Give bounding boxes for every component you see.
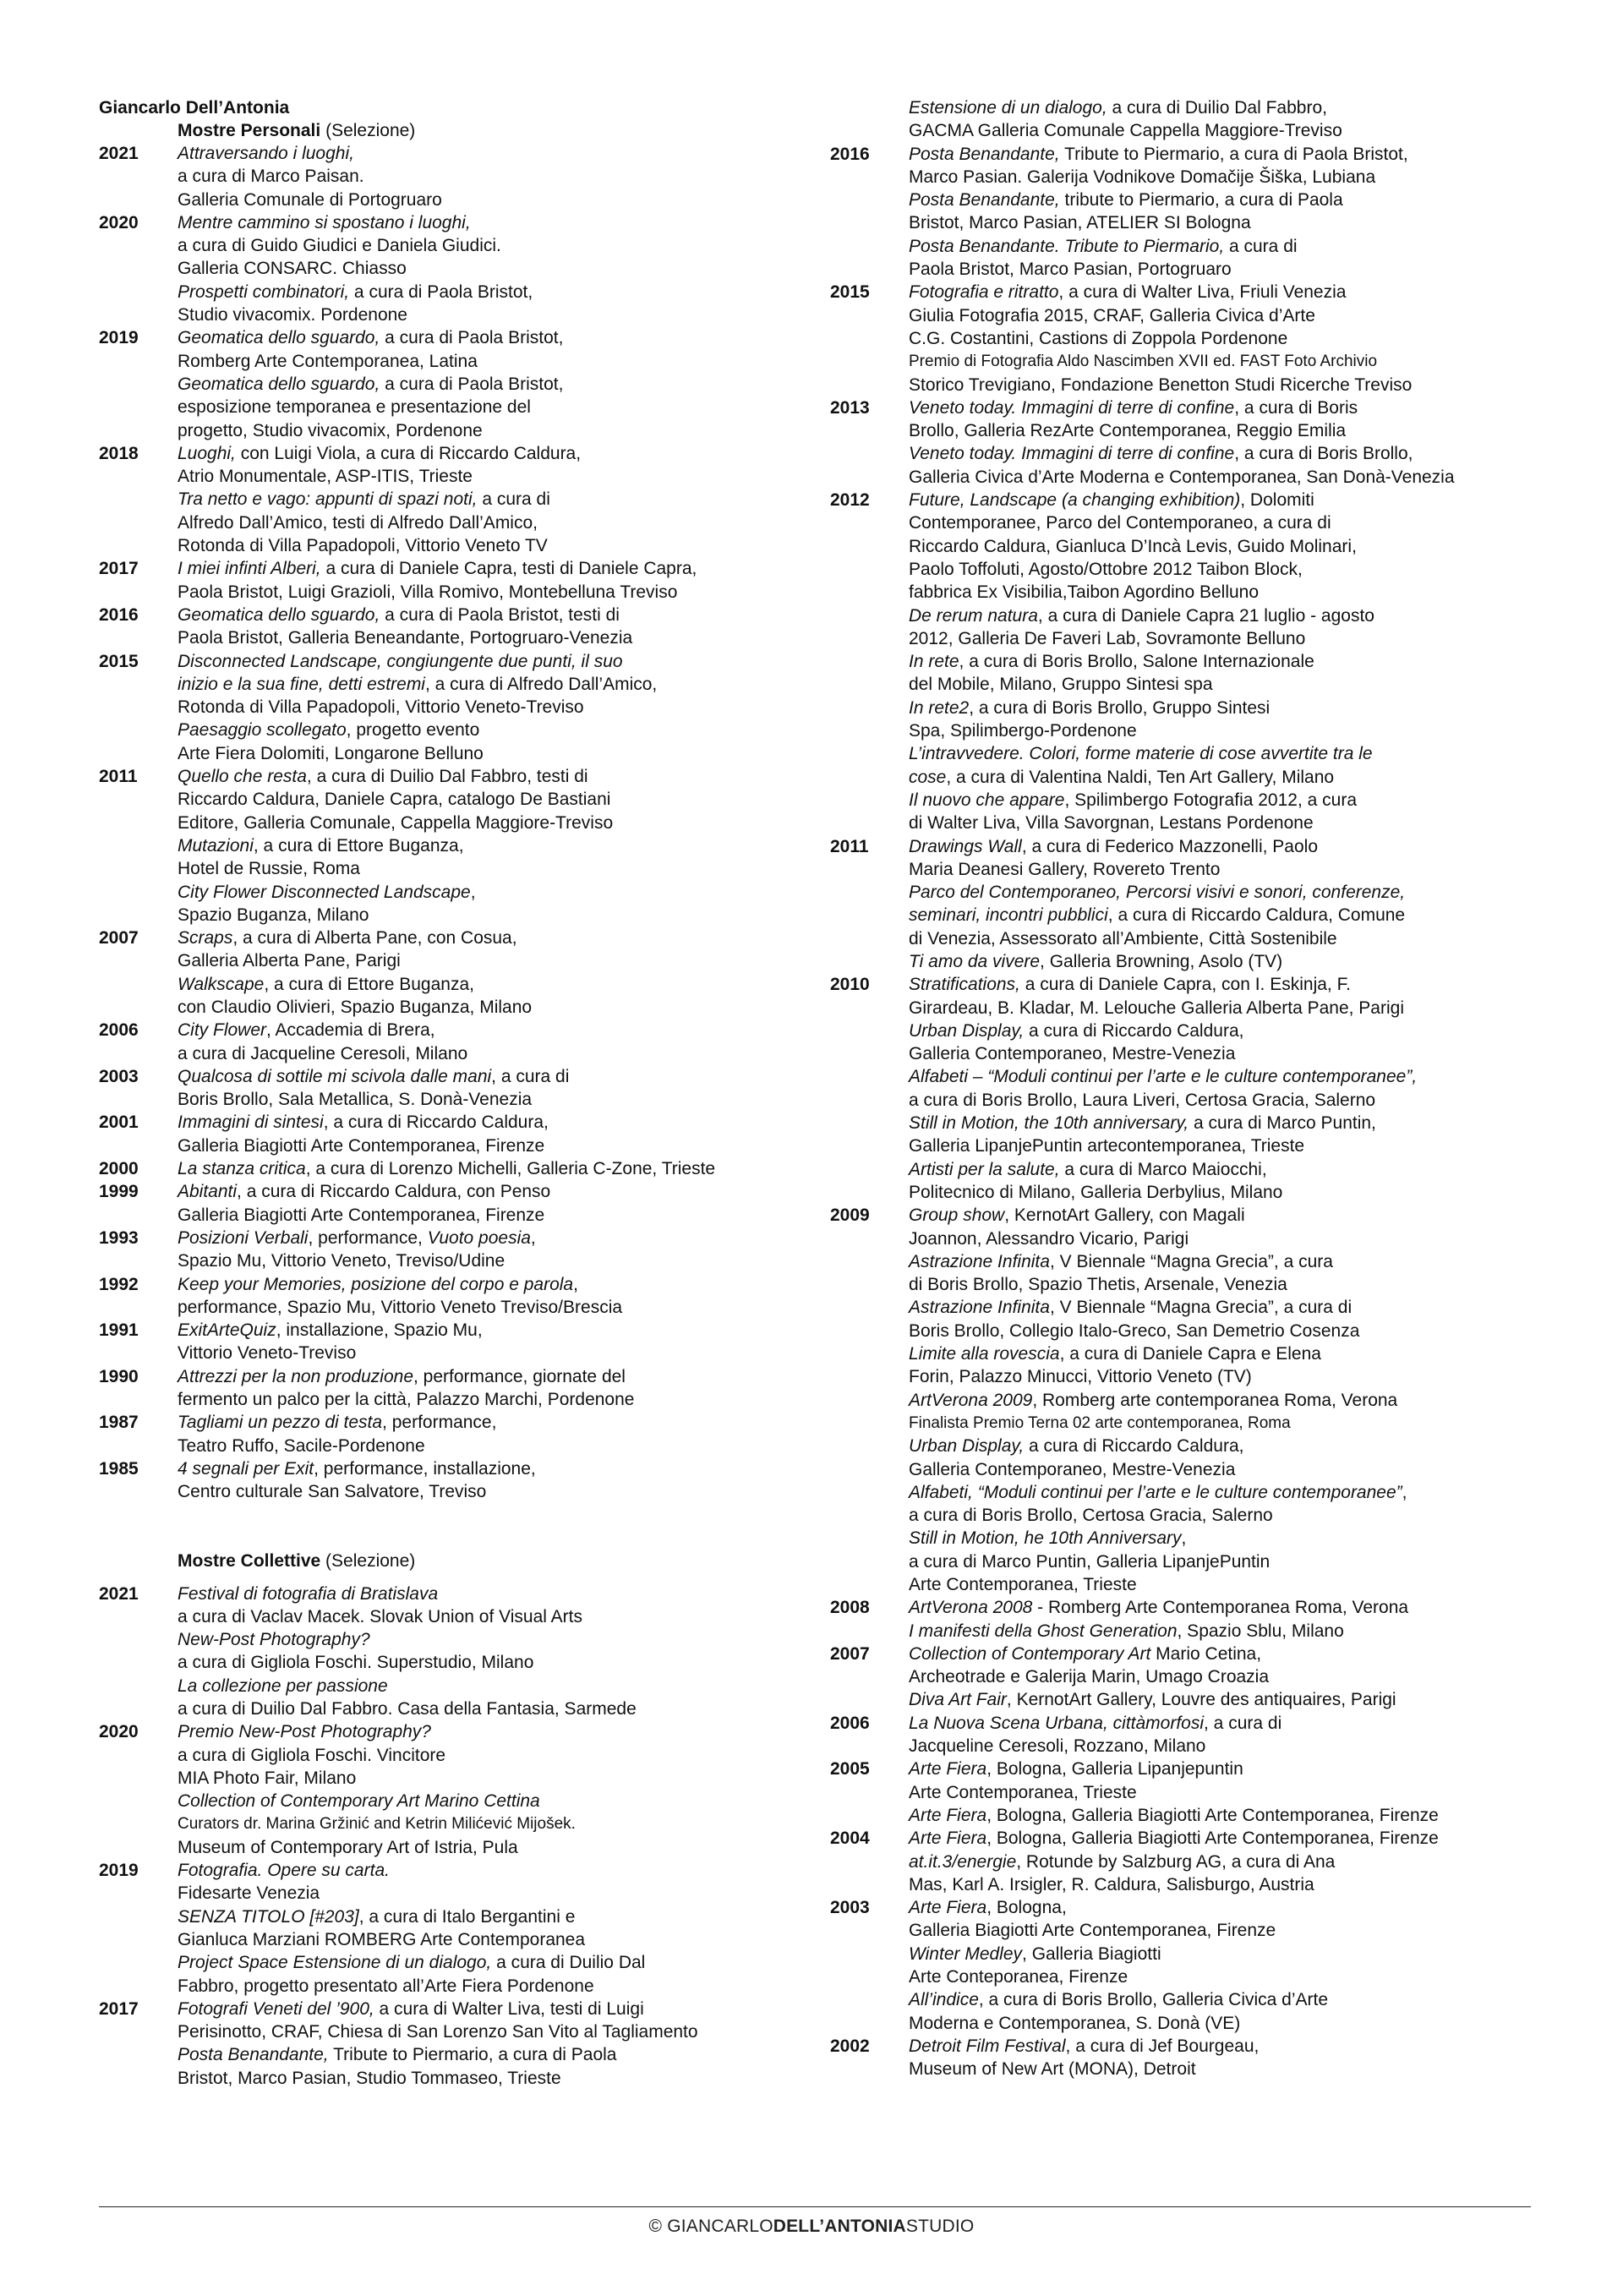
- exhibition-line: Fabbro, progetto presentato all’Arte Fiera Pordenone: [178, 1976, 594, 1996]
- exhibition-line: Vittorio Veneto-Treviso: [178, 1343, 357, 1364]
- exhibition-line: City Flower Disconnected Landscape,: [178, 882, 476, 902]
- artist-name: Giancarlo Dell’Antonia: [99, 98, 290, 118]
- exhibition-entry: [830, 1643, 1557, 1712]
- exhibition-line: Arte Contemporanea, Trieste: [909, 1575, 1137, 1594]
- exhibition-line: del Mobile, Milano, Gruppo Sintesi spa: [909, 675, 1213, 695]
- exhibition-line: Premio New-Post Photography?: [178, 1722, 431, 1742]
- exhibition-entry: [99, 1998, 826, 2090]
- exhibition-line: Riccardo Caldura, Gianluca D’Incà Levis, Guido Molinari,: [909, 536, 1357, 556]
- exhibition-entry: [830, 1827, 1557, 1896]
- exhibition-line: Veneto today. Immagini di terre di confine, a cura di Boris Brollo,: [909, 444, 1413, 464]
- exhibition-entry: [99, 1583, 826, 1721]
- exhibition-line: Tra netto e vago: appunti di spazi noti, a cura di: [178, 489, 550, 510]
- exhibition-year: 2008: [830, 1598, 870, 1618]
- exhibition-year: 2012: [830, 490, 870, 511]
- exhibition-line: a cura di Guido Giudici e Daniela Giudici.: [178, 236, 501, 256]
- exhibition-line: fermento un palco per la città, Palazzo Marchi, Pordenone: [178, 1390, 635, 1410]
- exhibition-year: 2019: [99, 328, 139, 348]
- exhibition-line: Prospetti combinatori, a cura di Paola Bristot,: [178, 282, 533, 302]
- exhibition-year: 2017: [99, 1998, 139, 2019]
- exhibition-year: [830, 96, 909, 143]
- exhibition-line: Winter Medley, Galleria Biagiotti: [909, 1943, 1161, 1964]
- exhibition-line: Attraversando i luoghi,: [178, 144, 354, 163]
- exhibition-line: Giulia Fotografia 2015, CRAF, Galleria Civica d’Arte: [909, 305, 1315, 325]
- exhibition-line: Luoghi, con Luigi Viola, a cura di Riccardo Caldura,: [178, 443, 582, 463]
- exhibition-line: Tagliami un pezzo di testa, performance,: [178, 1413, 497, 1433]
- exhibition-line: 4 segnali per Exit, performance, installazione,: [178, 1458, 536, 1479]
- exhibition-line: Marco Pasian. Galerija Vodnikove Domačije Šiška, Lubiana: [909, 167, 1376, 187]
- exhibition-line: Rotonda di Villa Papadopoli, Vittorio Veneto-Treviso: [178, 697, 584, 718]
- exhibition-line: Detroit Film Festival, a cura di Jef Bourgeau,: [909, 2036, 1260, 2056]
- right-column: [830, 96, 1557, 2081]
- exhibition-line: Arte Fiera Dolomiti, Longarone Belluno: [178, 743, 484, 763]
- exhibition-year: 2007: [99, 928, 139, 948]
- exhibition-year: 2002: [830, 2036, 870, 2056]
- exhibition-line: Paesaggio scollegato, progetto evento: [178, 720, 480, 741]
- exhibition-year: 2016: [830, 144, 870, 164]
- collective-exhibitions-list-right: [830, 96, 1557, 2081]
- collective-section-title: Mostre Collettive (Selezione): [178, 1550, 416, 1571]
- exhibition-entry: [99, 765, 826, 927]
- exhibition-line: a cura di Jacqueline Ceresoli, Milano: [178, 1043, 468, 1063]
- exhibition-entry: [830, 96, 1557, 143]
- footer-copyright: © GIANCARLODELL’ANTONIASTUDIO: [648, 2217, 975, 2236]
- exhibition-line: La stanza critica, a cura di Lorenzo Michelli, Galleria C-Zone, Trieste: [178, 1159, 716, 1179]
- exhibition-line: Museum of New Art (MONA), Detroit: [909, 2059, 1196, 2080]
- exhibition-line: Geomatica dello sguardo, a cura di Paola Bristot, testi di: [178, 604, 620, 625]
- exhibition-line: Disconnected Landscape, congiungente due punti, il suo: [178, 651, 623, 671]
- exhibition-line: Joannon, Alessandro Vicario, Parigi: [909, 1228, 1189, 1249]
- exhibition-line: Bristot, Marco Pasian, ATELIER SI Bologna: [909, 213, 1251, 233]
- exhibition-line: Geomatica dello sguardo, a cura di Paola Bristot,: [178, 328, 564, 348]
- exhibition-line: Posta Benandante, Tribute to Piermario, a cura di Paola: [178, 2045, 617, 2065]
- exhibition-entry: [99, 1319, 826, 1365]
- exhibition-line: Astrazione Infinita, V Biennale “Magna Grecia”, a cura: [909, 1251, 1333, 1271]
- exhibition-line: Geomatica dello sguardo, a cura di Paola Bristot,: [178, 374, 564, 394]
- exhibition-line: Perisinotto, CRAF, Chiesa di San Lorenzo San Vito al Tagliamento: [178, 2022, 698, 2042]
- exhibition-line: Galleria Biagiotti Arte Contemporanea, Firenze: [909, 1921, 1276, 1941]
- exhibition-line: Centro culturale San Salvatore, Treviso: [178, 1482, 487, 1502]
- exhibition-year: 2006: [99, 1020, 139, 1041]
- exhibition-line: Ti amo da vivere, Galleria Browning, Asolo (TV): [909, 951, 1283, 971]
- exhibition-line: a cura di Gigliola Foschi. Superstudio, Milano: [178, 1653, 534, 1673]
- exhibition-line: Fotografi Veneti del ’900, a cura di Walter Liva, testi di Luigi: [178, 1998, 644, 2019]
- exhibition-entry: [99, 604, 826, 650]
- exhibition-entry: [99, 1720, 826, 1859]
- exhibition-line: Still in Motion, the 10th anniversary, a cura di Marco Puntin,: [909, 1113, 1376, 1134]
- exhibition-line: Archeotrade e Galerija Marin, Umago Croazia: [909, 1667, 1270, 1687]
- exhibition-year: 1993: [99, 1227, 139, 1248]
- exhibition-year: 2021: [99, 144, 139, 163]
- personal-section-title: Mostre Personali (Selezione): [178, 121, 416, 140]
- exhibition-line: Still in Motion, he 10th Anniversary,: [909, 1528, 1187, 1549]
- exhibition-entry: [830, 1896, 1557, 2035]
- exhibition-line: Festival di fotografia di Bratislava: [178, 1583, 439, 1604]
- exhibition-line: inizio e la sua fine, detti estremi, a cura di Alfredo Dall’Amico,: [178, 674, 658, 694]
- exhibition-line: Mutazioni, a cura di Ettore Buganza,: [178, 835, 464, 856]
- exhibition-line: Spazio Mu, Vittorio Veneto, Treviso/Udine: [178, 1251, 505, 1271]
- exhibition-line: De rerum natura, a cura di Daniele Capra 21 luglio - agosto: [909, 605, 1374, 626]
- exhibition-line: Galleria Comunale di Portogruaro: [178, 189, 442, 210]
- exhibition-line: Hotel de Russie, Roma: [178, 859, 360, 879]
- exhibition-line: Drawings Wall, a cura di Federico Mazzonelli, Paolo: [909, 836, 1318, 856]
- exhibition-year: 2000: [99, 1159, 139, 1179]
- exhibition-line: ArtVerona 2009, Romberg arte contemporanea Roma, Verona: [909, 1390, 1398, 1410]
- exhibition-line: Alfabeti – “Moduli continui per l’arte e le culture contemporanee”,: [909, 1067, 1418, 1087]
- exhibition-year: 1992: [99, 1274, 139, 1294]
- collective-exhibitions-list-left: [99, 1583, 826, 2091]
- exhibition-year: 2006: [830, 1713, 870, 1733]
- exhibition-line: Curators dr. Marina Gržinić and Ketrin Milićević Mijošek.: [178, 1815, 576, 1834]
- exhibition-line: Paola Bristot, Galleria Beneandante, Portogruaro-Venezia: [178, 628, 633, 648]
- exhibition-line: Fotografia. Opere su carta.: [178, 1861, 390, 1881]
- exhibition-year: 2003: [830, 1898, 870, 1918]
- exhibition-line: Il nuovo che appare, Spilimbergo Fotografia 2012, a cura: [909, 790, 1357, 810]
- exhibition-year: 2007: [830, 1643, 870, 1664]
- exhibition-year: 2003: [99, 1066, 139, 1086]
- exhibition-line: cose, a cura di Valentina Naldi, Ten Art Gallery, Milano: [909, 767, 1335, 787]
- exhibition-line: a cura di Marco Puntin, Galleria LipanjePuntin: [909, 1551, 1271, 1572]
- exhibition-year: 2016: [99, 604, 139, 625]
- exhibition-line: Walkscape, a cura di Ettore Buganza,: [178, 974, 474, 994]
- exhibition-line: Keep your Memories, posizione del corpo e parola,: [178, 1274, 578, 1294]
- exhibition-line: Paola Bristot, Marco Pasian, Portogruaro: [909, 260, 1232, 280]
- exhibition-entry: [830, 2035, 1557, 2081]
- exhibition-line: fabbrica Ex Visibilia,Taibon Agordino Belluno: [909, 582, 1260, 603]
- exhibition-line: performance, Spazio Mu, Vittorio Veneto Treviso/Brescia: [178, 1297, 623, 1317]
- exhibition-year: 2011: [99, 767, 138, 787]
- exhibition-line: Girardeau, B. Kladar, M. Lelouche Galleria Alberta Pane, Parigi: [909, 998, 1404, 1018]
- exhibition-line: Maria Deanesi Gallery, Rovereto Trento: [909, 859, 1221, 879]
- exhibition-line: Arte Contemporanea, Trieste: [909, 1782, 1137, 1802]
- exhibition-line: La collezione per passione: [178, 1676, 388, 1696]
- exhibition-year: 2021: [99, 1583, 139, 1604]
- exhibition-entry: [99, 1065, 826, 1112]
- left-column: [99, 96, 826, 2090]
- exhibition-entry: [830, 1712, 1557, 1758]
- exhibition-line: a cura di Boris Brollo, Certosa Gracia, Salerno: [909, 1506, 1273, 1526]
- exhibition-year: 2013: [830, 397, 870, 418]
- exhibition-line: Mentre cammino si spostano i luoghi,: [178, 212, 471, 232]
- exhibition-line: Galleria LipanjePuntin artecontemporanea, Trieste: [909, 1136, 1305, 1156]
- exhibition-entry: [99, 650, 826, 765]
- exhibition-line: 2012, Galleria De Faveri Lab, Sovramonte Belluno: [909, 628, 1306, 648]
- exhibition-line: Arte Conteporanea, Firenze: [909, 1967, 1128, 1987]
- exhibition-line: Arte Fiera, Bologna, Galleria Biagiotti Arte Contemporanea, Firenze: [909, 1805, 1439, 1825]
- exhibition-line: Estensione di un dialogo, a cura di Duilio Dal Fabbro,: [909, 98, 1327, 118]
- exhibition-line: di Venezia, Assessorato all’Ambiente, Città Sostenibile: [909, 928, 1337, 948]
- exhibition-year: 2015: [830, 282, 870, 303]
- exhibition-line: Storico Trevigiano, Fondazione Benetton Studi Ricerche Treviso: [909, 374, 1413, 395]
- exhibition-line: Stratifications, a cura di Daniele Capra, con I. Eskinja, F.: [909, 975, 1351, 995]
- exhibition-year: 1987: [99, 1413, 139, 1433]
- exhibition-line: a cura di Gigliola Foschi. Vincitore: [178, 1745, 446, 1765]
- exhibition-line: Collection of Contemporary Art Mario Cetina,: [909, 1643, 1262, 1664]
- exhibition-line: C.G. Costantini, Castions di Zoppola Pordenone: [909, 328, 1288, 348]
- exhibition-entry: [99, 1859, 826, 1998]
- exhibition-line: Romberg Arte Contemporanea, Latina: [178, 351, 478, 371]
- exhibition-line: Mas, Karl A. Irsigler, R. Caldura, Salisburgo, Austria: [909, 1874, 1314, 1894]
- exhibition-line: Bristot, Marco Pasian, Studio Tommaseo, Trieste: [178, 2068, 561, 2088]
- exhibition-line: Future, Landscape (a changing exhibition), Dolomiti: [909, 490, 1314, 511]
- exhibition-line: Teatro Ruffo, Sacile-Pordenone: [178, 1435, 425, 1456]
- exhibition-entry: [830, 1204, 1557, 1596]
- personal-exhibitions-list: [99, 142, 826, 1504]
- exhibition-year: 1985: [99, 1458, 139, 1479]
- exhibition-year: 2001: [99, 1112, 139, 1133]
- exhibition-line: Riccardo Caldura, Daniele Capra, catalogo De Bastiani: [178, 790, 611, 810]
- exhibition-entry: [99, 1019, 826, 1065]
- exhibition-line: Attrezzi per la non produzione, performance, giornate del: [178, 1366, 626, 1386]
- exhibition-line: Moderna e Contemporanea, S. Donà (VE): [909, 2013, 1241, 2033]
- exhibition-entry: [99, 1365, 826, 1412]
- exhibition-year: 2005: [830, 1759, 870, 1779]
- exhibition-line: Immagini di sintesi, a cura di Riccardo Caldura,: [178, 1112, 549, 1133]
- exhibition-line: Contemporanee, Parco del Contemporaneo, a cura di: [909, 513, 1331, 533]
- exhibition-line: Atrio Monumentale, ASP-ITIS, Trieste: [178, 467, 473, 487]
- exhibition-line: Politecnico di Milano, Galleria Derbylius, Milano: [909, 1182, 1283, 1202]
- exhibition-line: In rete2, a cura di Boris Brollo, Gruppo Sintesi: [909, 697, 1271, 718]
- exhibition-entry: [99, 442, 826, 557]
- exhibition-year: 2010: [830, 975, 870, 995]
- exhibition-entry: [99, 1180, 826, 1227]
- exhibition-line: La Nuova Scena Urbana, cittàmorfosi, a cura di: [909, 1713, 1282, 1733]
- exhibition-entry: [99, 1227, 826, 1273]
- exhibition-line: New-Post Photography?: [178, 1630, 370, 1650]
- exhibition-entry: [830, 281, 1557, 396]
- exhibition-year: 2019: [99, 1861, 139, 1881]
- exhibition-line: In rete, a cura di Boris Brollo, Salone Internazionale: [909, 652, 1314, 672]
- exhibition-line: Quello che resta, a cura di Duilio Dal Fabbro, testi di: [178, 767, 588, 787]
- exhibition-line: Arte Fiera, Bologna, Galleria Lipanjepuntin: [909, 1759, 1243, 1779]
- exhibition-line: Alfredo Dall’Amico, testi di Alfredo Dall’Amico,: [178, 512, 538, 533]
- exhibition-line: di Boris Brollo, Spazio Thetis, Arsenale, Venezia: [909, 1275, 1287, 1295]
- exhibition-line: Posta Benandante. Tribute to Piermario, a cura di: [909, 236, 1298, 256]
- exhibition-line: con Claudio Olivieri, Spazio Buganza, Milano: [178, 997, 533, 1017]
- exhibition-line: Fidesarte Venezia: [178, 1883, 320, 1904]
- exhibition-entry: [99, 1411, 826, 1457]
- exhibition-line: L’intravvedere. Colori, forme materie di cose avvertite tra le: [909, 744, 1373, 764]
- exhibition-entry: [99, 1273, 826, 1320]
- exhibition-entry: [830, 396, 1557, 489]
- exhibition-line: a cura di Duilio Dal Fabbro. Casa della Fantasia, Sarmede: [178, 1699, 637, 1719]
- exhibition-entry: [99, 1157, 826, 1180]
- exhibition-line: Jacqueline Ceresoli, Rozzano, Milano: [909, 1736, 1206, 1757]
- exhibition-year: 1999: [99, 1182, 139, 1202]
- exhibition-line: Galleria CONSARC. Chiasso: [178, 259, 407, 279]
- exhibition-line: Fotografia e ritratto, a cura di Walter Liva, Friuli Venezia: [909, 282, 1347, 303]
- exhibition-line: City Flower, Accademia di Brera,: [178, 1020, 435, 1041]
- exhibition-year: 2020: [99, 212, 139, 232]
- exhibition-line: a cura di Boris Brollo, Laura Liveri, Certosa Gracia, Salerno: [909, 1090, 1376, 1110]
- exhibition-entry: [99, 211, 826, 326]
- exhibition-line: Collection of Contemporary Art Marino Cettina: [178, 1791, 540, 1812]
- exhibition-entry: [99, 1111, 826, 1157]
- exhibition-line: Boris Brollo, Sala Metallica, S. Donà-Venezia: [178, 1090, 533, 1110]
- exhibition-line: Paola Bristot, Luigi Grazioli, Villa Romivo, Montebelluna Treviso: [178, 582, 678, 602]
- exhibition-line: Forin, Palazzo Minucci, Vittorio Veneto (TV): [909, 1367, 1252, 1387]
- exhibition-line: Artisti per la salute, a cura di Marco Maiocchi,: [909, 1159, 1267, 1179]
- exhibition-line: Galleria Biagiotti Arte Contemporanea, Firenze: [178, 1205, 545, 1225]
- exhibition-line: Editore, Galleria Comunale, Cappella Maggiore-Treviso: [178, 812, 614, 833]
- exhibition-line: SENZA TITOLO [#203], a cura di Italo Bergantini e: [178, 1906, 576, 1927]
- exhibition-line: Qualcosa di sottile mi scivola dalle mani, a cura di: [178, 1066, 570, 1086]
- exhibition-line: All’indice, a cura di Boris Brollo, Galleria Civica d’Arte: [909, 1990, 1329, 2010]
- exhibition-line: di Walter Liva, Villa Savorgnan, Lestans Pordenone: [909, 813, 1314, 834]
- exhibition-line: Museum of Contemporary Art of Istria, Pula: [178, 1837, 518, 1857]
- exhibition-line: Brollo, Galleria RezArte Contemporanea, Reggio Emilia: [909, 421, 1347, 441]
- exhibition-line: Paolo Toffoluti, Agosto/Ottobre 2012 Taibon Block,: [909, 559, 1303, 579]
- exhibition-year: 1990: [99, 1366, 139, 1386]
- exhibition-year: 2017: [99, 559, 139, 579]
- exhibition-year: 1991: [99, 1320, 139, 1341]
- exhibition-line: MIA Photo Fair, Milano: [178, 1768, 357, 1788]
- exhibition-line: seminari, incontri pubblici, a cura di Riccardo Caldura, Comune: [909, 905, 1406, 926]
- exhibition-line: Posizioni Verbali, performance, Vuoto poesia,: [178, 1227, 536, 1248]
- footer-divider: [99, 2206, 1531, 2207]
- exhibition-year: 2015: [99, 651, 139, 671]
- exhibition-line: Studio vivacomix. Pordenone: [178, 305, 407, 325]
- exhibition-line: Group show, KernotArt Gallery, con Magali: [909, 1205, 1245, 1226]
- exhibition-line: I miei infinti Alberi, a cura di Daniele Capra, testi di Daniele Capra,: [178, 559, 697, 579]
- exhibition-year: 2020: [99, 1722, 139, 1742]
- exhibition-entry: [830, 1758, 1557, 1827]
- exhibition-line: Urban Display, a cura di Riccardo Caldura,: [909, 1436, 1244, 1457]
- exhibition-entry: [99, 557, 826, 604]
- exhibition-line: Posta Benandante, Tribute to Piermario, a cura di Paola Bristot,: [909, 144, 1408, 164]
- exhibition-line: ExitArteQuiz, installazione, Spazio Mu,: [178, 1320, 483, 1341]
- exhibition-line: Arte Fiera, Bologna,: [909, 1898, 1067, 1918]
- exhibition-line: Arte Fiera, Bologna, Galleria Biagiotti Arte Contemporanea, Firenze: [909, 1829, 1439, 1849]
- exhibition-year: 2009: [830, 1205, 870, 1226]
- exhibition-line: ArtVerona 2008 - Romberg Arte Contemporanea Roma, Verona: [909, 1598, 1409, 1618]
- exhibition-line: Premio di Fotografia Aldo Nascimben XVII ed. FAST Foto Archivio: [909, 353, 1378, 371]
- exhibition-entry: [830, 489, 1557, 834]
- exhibition-year: 2011: [830, 836, 869, 856]
- exhibition-line: Galleria Civica d’Arte Moderna e Contemporanea, San Donà-Venezia: [909, 467, 1455, 487]
- exhibition-line: Rotonda di Villa Papadopoli, Vittorio Veneto TV: [178, 536, 548, 556]
- exhibition-line: Diva Art Fair, KernotArt Gallery, Louvre des antiquaires, Parigi: [909, 1690, 1396, 1710]
- exhibition-line: Urban Display, a cura di Riccardo Caldura,: [909, 1020, 1244, 1041]
- exhibition-line: Galleria Contemporaneo, Mestre-Venezia: [909, 1459, 1236, 1479]
- exhibition-line: Spazio Buganza, Milano: [178, 905, 369, 925]
- exhibition-line: Veneto today. Immagini di terre di confine, a cura di Boris: [909, 397, 1358, 418]
- exhibition-entry: [830, 1596, 1557, 1643]
- exhibition-line: progetto, Studio vivacomix, Pordenone: [178, 420, 483, 440]
- exhibition-line: a cura di Marco Paisan.: [178, 167, 364, 187]
- exhibition-line: Finalista Premio Terna 02 arte contemporanea, Roma: [909, 1413, 1291, 1432]
- exhibition-line: Limite alla rovescia, a cura di Daniele Capra e Elena: [909, 1344, 1321, 1364]
- exhibition-entry: [830, 143, 1557, 282]
- exhibition-entry: [99, 326, 826, 441]
- exhibition-line: at.it.3/energie, Rotunde by Salzburg AG, a cura di Ana: [909, 1851, 1336, 1872]
- exhibition-entry: [99, 927, 826, 1019]
- exhibition-entry: [99, 1457, 826, 1504]
- exhibition-line: Scraps, a cura di Alberta Pane, con Cosua,: [178, 928, 517, 948]
- exhibition-year: 2018: [99, 443, 139, 463]
- exhibition-entry: [830, 973, 1557, 1204]
- exhibition-year: 2004: [830, 1829, 870, 1849]
- exhibition-line: GACMA Galleria Comunale Cappella Maggiore-Treviso: [909, 121, 1342, 141]
- exhibition-line: Boris Brollo, Collegio Italo-Greco, San Demetrio Cosenza: [909, 1320, 1360, 1341]
- exhibition-line: Parco del Contemporaneo, Percorsi visivi e sonori, conferenze,: [909, 883, 1406, 903]
- exhibition-line: Posta Benandante, tribute to Piermario, a cura di Paola: [909, 190, 1343, 210]
- exhibition-entry: [99, 142, 826, 211]
- exhibition-line: a cura di Vaclav Macek. Slovak Union of Visual Arts: [178, 1606, 582, 1626]
- exhibition-line: esposizione temporanea e presentazione del: [178, 397, 531, 418]
- exhibition-line: Gianluca Marziani ROMBERG Arte Contemporanea: [178, 1929, 586, 1949]
- exhibition-line: Galleria Alberta Pane, Parigi: [178, 951, 401, 971]
- exhibition-line: Galleria Biagiotti Arte Contemporanea, Firenze: [178, 1135, 545, 1156]
- exhibition-line: I manifesti della Ghost Generation, Spazio Sblu, Milano: [909, 1621, 1344, 1641]
- exhibition-line: Galleria Contemporaneo, Mestre-Venezia: [909, 1044, 1236, 1064]
- exhibition-line: Astrazione Infinita, V Biennale “Magna Grecia”, a cura di: [909, 1298, 1352, 1318]
- exhibition-line: Abitanti, a cura di Riccardo Caldura, con Penso: [178, 1182, 551, 1202]
- exhibition-line: Alfabeti, “Moduli continui per l’arte e le culture contemporanee”,: [909, 1482, 1407, 1502]
- exhibition-line: Spa, Spilimbergo-Pordenone: [909, 721, 1137, 741]
- exhibition-entry: [830, 835, 1557, 974]
- exhibition-line: Project Space Estensione di un dialogo, a cura di Duilio Dal: [178, 1953, 646, 1973]
